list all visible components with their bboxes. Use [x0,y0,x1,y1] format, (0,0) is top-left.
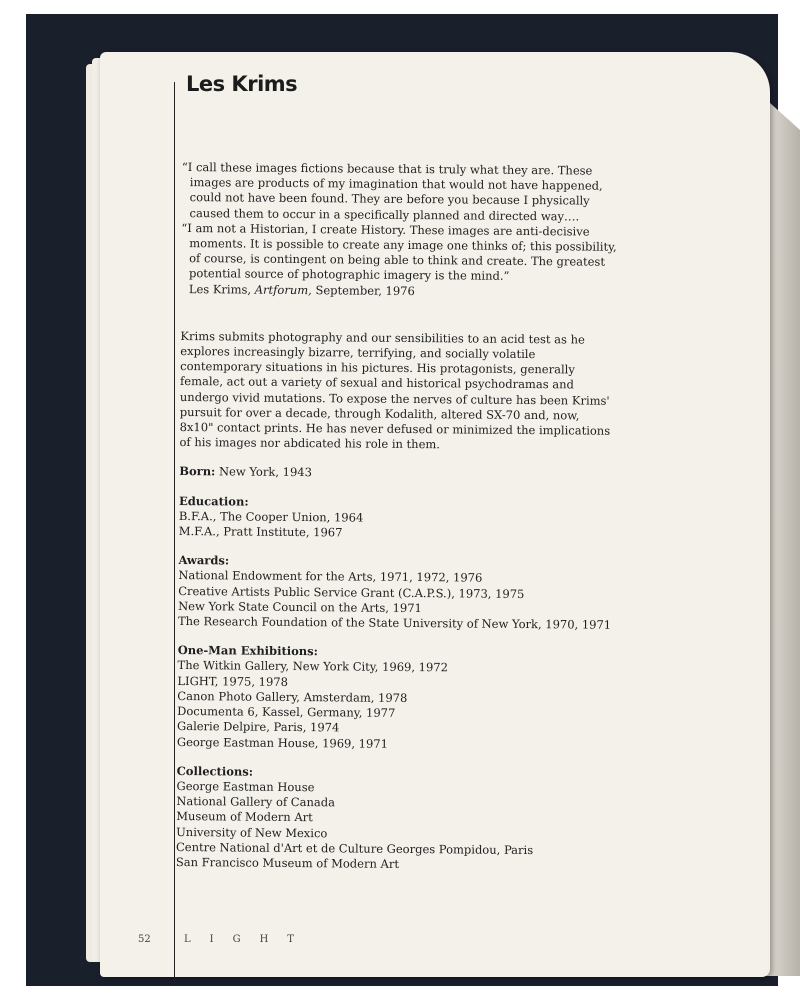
born-value: New York, 1943 [218,464,312,480]
collection-item: National Gallery of Canada [176,794,336,810]
attribution-name: Les Krims, [188,281,252,297]
exhibition-item: Canon Photo Gallery, Amsterdam, 1978 [177,688,408,705]
collection-item: Centre National d'Art et de Culture Georges Pompidou, Paris [175,839,534,857]
collection-item: Museum of Modern Art [176,809,313,825]
collection-item: George Eastman House [176,778,315,795]
education-section [179,494,619,543]
collection-item: University of New Mexico [176,824,328,840]
quote-paragraph: “I call these images fictions because that is truly what they are. These images are products of my imagination that would not have happened, could not have been found. They are before you because I physically caused them to occur in a specifically planned and directed way…. [181,160,603,224]
exhibition-item: LIGHT, 1975, 1978 [177,673,289,689]
born-line [179,464,619,483]
awards-heading: Awards: [178,553,230,568]
award-item: National Endowment for the Arts, 1971, 1972, 1976 [178,568,483,586]
collections-section [176,764,617,874]
bio-paragraph: Krims submits photography and our sensibilities to an acid test as he explores increasingly bizarre, terrifying, and socially volatile contemporary situations in his pictures. His protagonists, generally female, act out a variety of sexual and historical psychodramas and undergo vivid mutations. To expose the nerves of culture has been Krims' pursuit for over a decade, through Kodalith, altered SX-70 and, now, 8x10" contact prints. He has never defused or minimized the implications of his images nor abdicated his role in them. [179,328,611,452]
attribution-date: September, 1976 [315,282,415,298]
attribution-source: Artforum, [254,282,312,297]
exhibition-item: Galerie Delpire, Paris, 1974 [176,719,340,735]
artist-quote [181,160,622,301]
education-item: B.F.A., The Cooper Union, 1964 [178,508,364,525]
page-content [176,160,622,874]
education-item: M.F.A., Pratt Institute, 1967 [178,524,343,540]
page-number: 52 [138,934,151,945]
exhibition-item: The Witkin Gallery, New York City, 1969, 1972 [177,658,449,675]
exhibition-item: George Eastman House, 1969, 1971 [176,734,389,751]
page-title: Les Krims [186,72,298,96]
running-footer: LIGHT [184,934,313,945]
awards-section [178,553,619,633]
quote-paragraph: “I am not a Historian, I create History. These images are anti-decisive moments. It is possible to create any image one thinks of; this possibility, of course, is contingent on being able to think and create. The greatest potential source of photographic imagery is the mind.” [181,220,617,284]
exhibitions-section [177,643,618,753]
award-item: New York State Council on the Arts, 1971 [178,598,422,615]
collection-item: San Francisco Museum of Modern Art [175,854,400,871]
exhibition-item: Documenta 6, Kassel, Germany, 1977 [177,704,396,720]
exhibitions-heading: One-Man Exhibitions: [177,643,318,659]
award-item: The Research Foundation of the State University of New York, 1970, 1971 [177,614,612,632]
collections-heading: Collections: [176,763,254,779]
born-label: Born: [179,464,216,479]
education-heading: Education: [178,493,249,509]
award-item: Creative Artists Public Service Grant (C.A.P.S.), 1973, 1975 [178,583,525,601]
quote-attribution [181,282,621,301]
vertical-rule [174,82,175,984]
